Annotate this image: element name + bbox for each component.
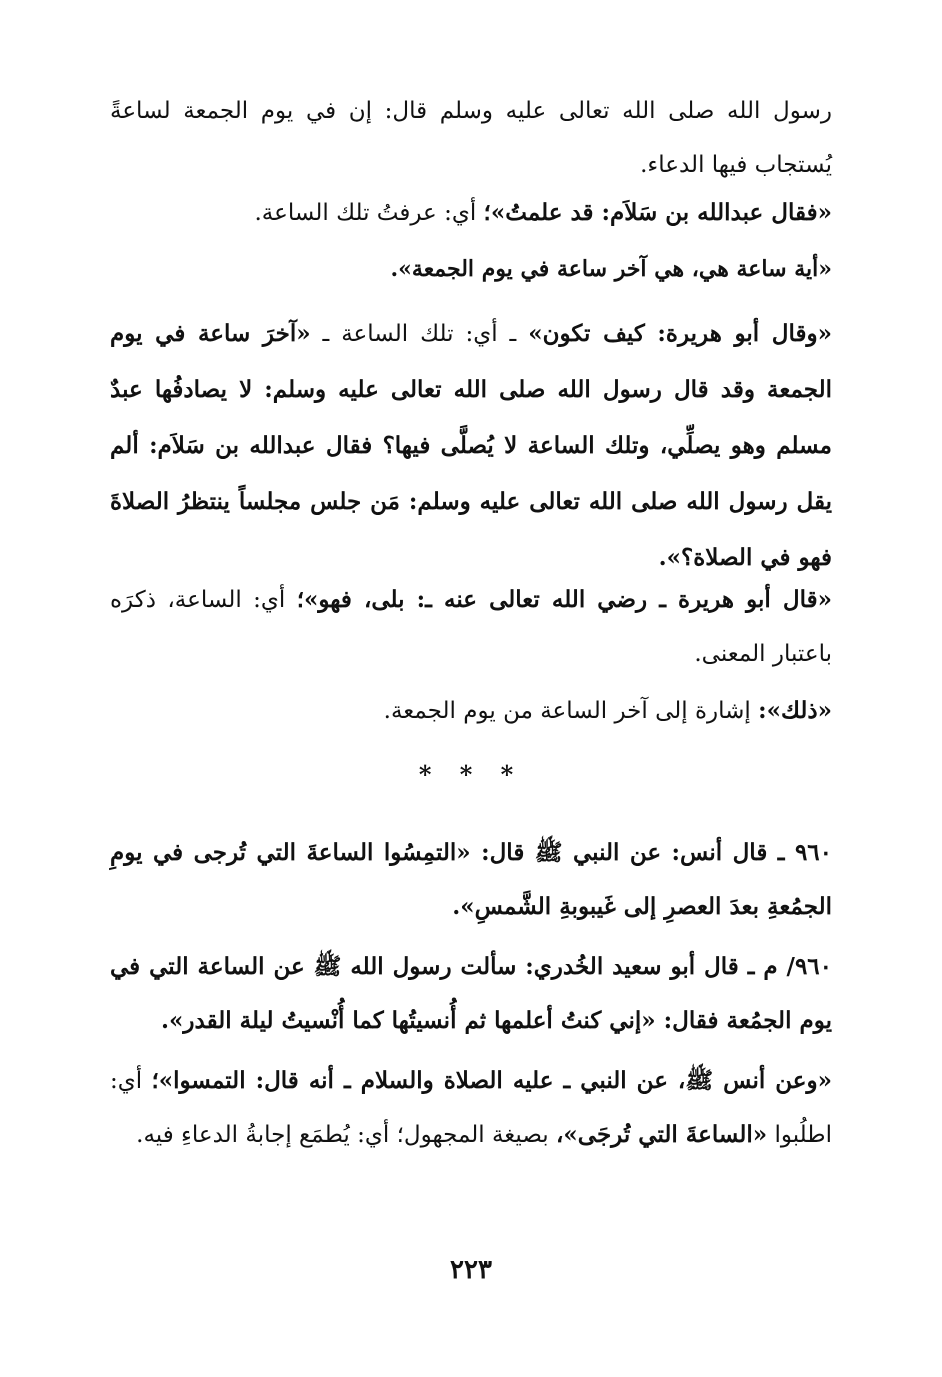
paragraph-1 [110,84,832,192]
hadith-960-m [110,940,832,1048]
commentary-text-b: بصيغة المجهول؛ أي: يُطمَع إجابةُ الدعاءِ فيه. [136,1122,556,1148]
paragraph-4-quote-b: «آخرَ ساعة في يوم الجمعة وقد قال رسول الله صلى الله تعالى عليه وسلم: لا يصادفُها عبدٌ مسلم وهو يصلِّي، وتلك الساعة لا يُصلَّى فيها؟ فقال عبدالله بن سَلاَم: ألم يقل رسول الله صلى الله تعالى عليه وسلم: مَن جلس مجلساً ينتظرُ الصلاةَ فهو في الصلاة؟». [110,320,832,571]
paragraph-5-text: أي: الساعة، ذكرَه باعتبار المعنى. [110,587,832,667]
paragraph-4-quote-a: «وقال أبو هريرة: كيف تكون» [528,320,832,347]
paragraph-2-text: أي: عرفتُ تلك الساعة. [254,200,484,226]
hadith-960 [110,826,832,934]
commentary-text-a: أي: اطلُبوا [110,1068,832,1148]
paragraph-commentary [110,1054,832,1162]
hadith-960-m-text: ٩٦٠/ م ـ قال أبو سعيد الخُدري: سألت رسول الله ﷺ عن الساعة التي في يوم الجمُعة فقال: «إني كنتُ أعلمها ثم أُنسيتُها كما أُنْسيتُ ليلة القدر». [110,953,832,1034]
page-number: ٢٢٣ [450,1255,492,1285]
paragraph-6-quote: «ذلك»: [758,697,832,724]
paragraph-3 [110,242,832,296]
paragraph-4-text: ـ أي: تلك الساعة ـ [310,321,529,347]
paragraph-4 [110,306,832,586]
commentary-quote-a: «وعن أنس ﷺ، عن النبي ـ عليه الصلاة والسلام ـ أنه قال: التمسوا»؛ [151,1067,833,1094]
paragraph-2-quote: «فقال عبدالله بن سَلاَم: قد علمتُ»؛ [483,199,832,226]
paragraph-6-text: إشارة إلى آخر الساعة من يوم الجمعة. [383,698,759,724]
paragraph-3-quote: «أية ساعة هي، هي آخر ساعة في يوم الجمعة». [390,256,832,282]
hadith-960-text: ٩٦٠ ـ قال أنس: عن النبي ﷺ قال: «التمِسُوا الساعةَ التي تُرجى في يومِ الجمُعةِ بعدَ العصرِ إلى غَيبوبةِ الشَّمسِ». [110,839,832,920]
commentary-quote-b: «الساعةَ التي تُرجَى»، [556,1121,768,1148]
section-separator: * * * [418,760,524,789]
paragraph-2 [110,186,832,240]
paragraph-1-text: رسول الله صلى الله تعالى عليه وسلم قال: إن في يوم الجمعة لساعةً يُستجاب فيها الدعاء. [110,98,832,178]
paragraph-5-quote: «قال أبو هريرة ـ رضي الله تعالى عنه ـ: بلى، فهو»؛ [296,586,832,613]
paragraph-5 [110,573,832,681]
paragraph-6 [110,684,832,738]
